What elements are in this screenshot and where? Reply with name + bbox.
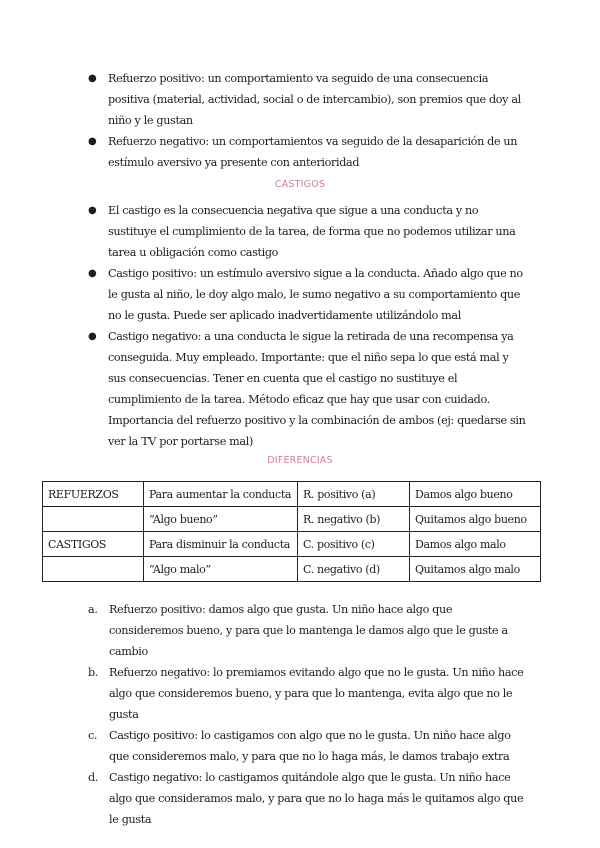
list-item <box>88 263 528 326</box>
table-cell: Para aumentar la conducta <box>144 482 298 507</box>
bullet-icon: ● <box>88 73 97 84</box>
bullet-icon: ● <box>88 268 97 279</box>
table-cell: “Algo bueno” <box>144 507 298 532</box>
list-item-text: Castigo positivo: lo castigamos con algo que no le gusta. Un niño hace algo que consideremos malo, y para que no lo haga más, le damos trabajo extra <box>109 729 511 763</box>
list-item <box>88 200 528 263</box>
table-cell: R. negativo (b) <box>298 507 410 532</box>
table-cell: CASTIGOS <box>43 532 144 557</box>
table-cell: C. negativo (d) <box>298 557 410 582</box>
refuerzo-list <box>88 68 528 173</box>
list-item <box>88 725 528 767</box>
list-item-text: Refuerzo positivo: un comportamiento va seguido de una consecuencia positiva (material, actividad, social o de intercambio), son premios que doy al niño y le gustan <box>108 72 521 127</box>
list-item-text: Refuerzo negativo: un comportamientos va seguido de la desaparición de un estímulo aversivo ya presente con anterioridad <box>108 135 518 169</box>
list-item <box>88 131 528 173</box>
list-marker: b. <box>88 666 99 679</box>
list-item-text: Castigo negativo: lo castigamos quitándole algo que le gusta. Un niño hace algo que consideramos malo, y para que no lo haga más le quitamos algo que le gusta <box>109 771 524 826</box>
list-marker: d. <box>88 771 99 784</box>
table-cell: Para disminuir la conducta <box>144 532 298 557</box>
list-item <box>88 662 528 725</box>
table-cell: C. positivo (c) <box>298 532 410 557</box>
list-item-text: Castigo positivo: un estímulo aversivo sigue a la conducta. Añado algo que no le gusta al niño, le doy algo malo, le sumo negativo a su comportamiento que no le gusta. Puede ser aplicado inadvertidamente utilizándolo mal <box>108 267 523 322</box>
table-cell: Quitamos algo malo <box>410 557 541 582</box>
table-cell: R. positivo (a) <box>298 482 410 507</box>
table-cell: Damos algo bueno <box>410 482 541 507</box>
list-item-text: Castigo negativo: a una conducta le sigue la retirada de una recompensa ya conseguida. Muy empleado. Importante: que el niño sepa lo que está mal y sus consecuencias. Tener en cuenta que el castigo no sustituye el cumplimiento de la tarea. Método eficaz que hay que usar con cuidado. Importancia del refuerzo positivo y la combinación de ambos (ej: quedarse sin ver la TV por portarse mal) <box>108 330 526 448</box>
table-row <box>43 507 541 532</box>
list-item <box>88 599 528 662</box>
table-cell: REFUERZOS <box>43 482 144 507</box>
list-item <box>88 326 528 452</box>
bullet-icon: ● <box>88 136 97 147</box>
table-row <box>43 532 541 557</box>
table-cell <box>43 557 144 582</box>
list-marker: c. <box>88 729 98 742</box>
list-item-text: Refuerzo positivo: damos algo que gusta. Un niño hace algo que consideremos bueno, y para que lo mantenga le damos algo que le guste a cambio <box>109 603 508 658</box>
table-cell: “Algo malo” <box>144 557 298 582</box>
bullet-icon: ● <box>88 331 97 342</box>
table-row <box>43 482 541 507</box>
table-cell: Damos algo malo <box>410 532 541 557</box>
diferencias-table <box>42 481 541 582</box>
list-item-text: El castigo es la consecuencia negativa que sigue a una conducta y no sustituye el cumplimiento de la tarea, de forma que no podemos utilizar una tarea u obligación como castigo <box>108 204 516 259</box>
castigos-list <box>88 200 528 452</box>
list-item-text: Refuerzo negativo: lo premiamos evitando algo que no le gusta. Un niño hace algo que consideremos bueno, y para que lo mantenga, evita algo que no le gusta <box>109 666 524 721</box>
table-cell: Quitamos algo bueno <box>410 507 541 532</box>
bullet-icon: ● <box>88 205 97 216</box>
list-item <box>88 767 528 830</box>
table-cell <box>43 507 144 532</box>
list-marker: a. <box>88 603 98 616</box>
explanation-list <box>88 599 528 830</box>
table-row <box>43 557 541 582</box>
castigos-heading: CASTIGOS <box>274 179 326 190</box>
diferencias-heading: DIFERENCIAS <box>267 455 333 466</box>
list-item <box>88 68 528 131</box>
